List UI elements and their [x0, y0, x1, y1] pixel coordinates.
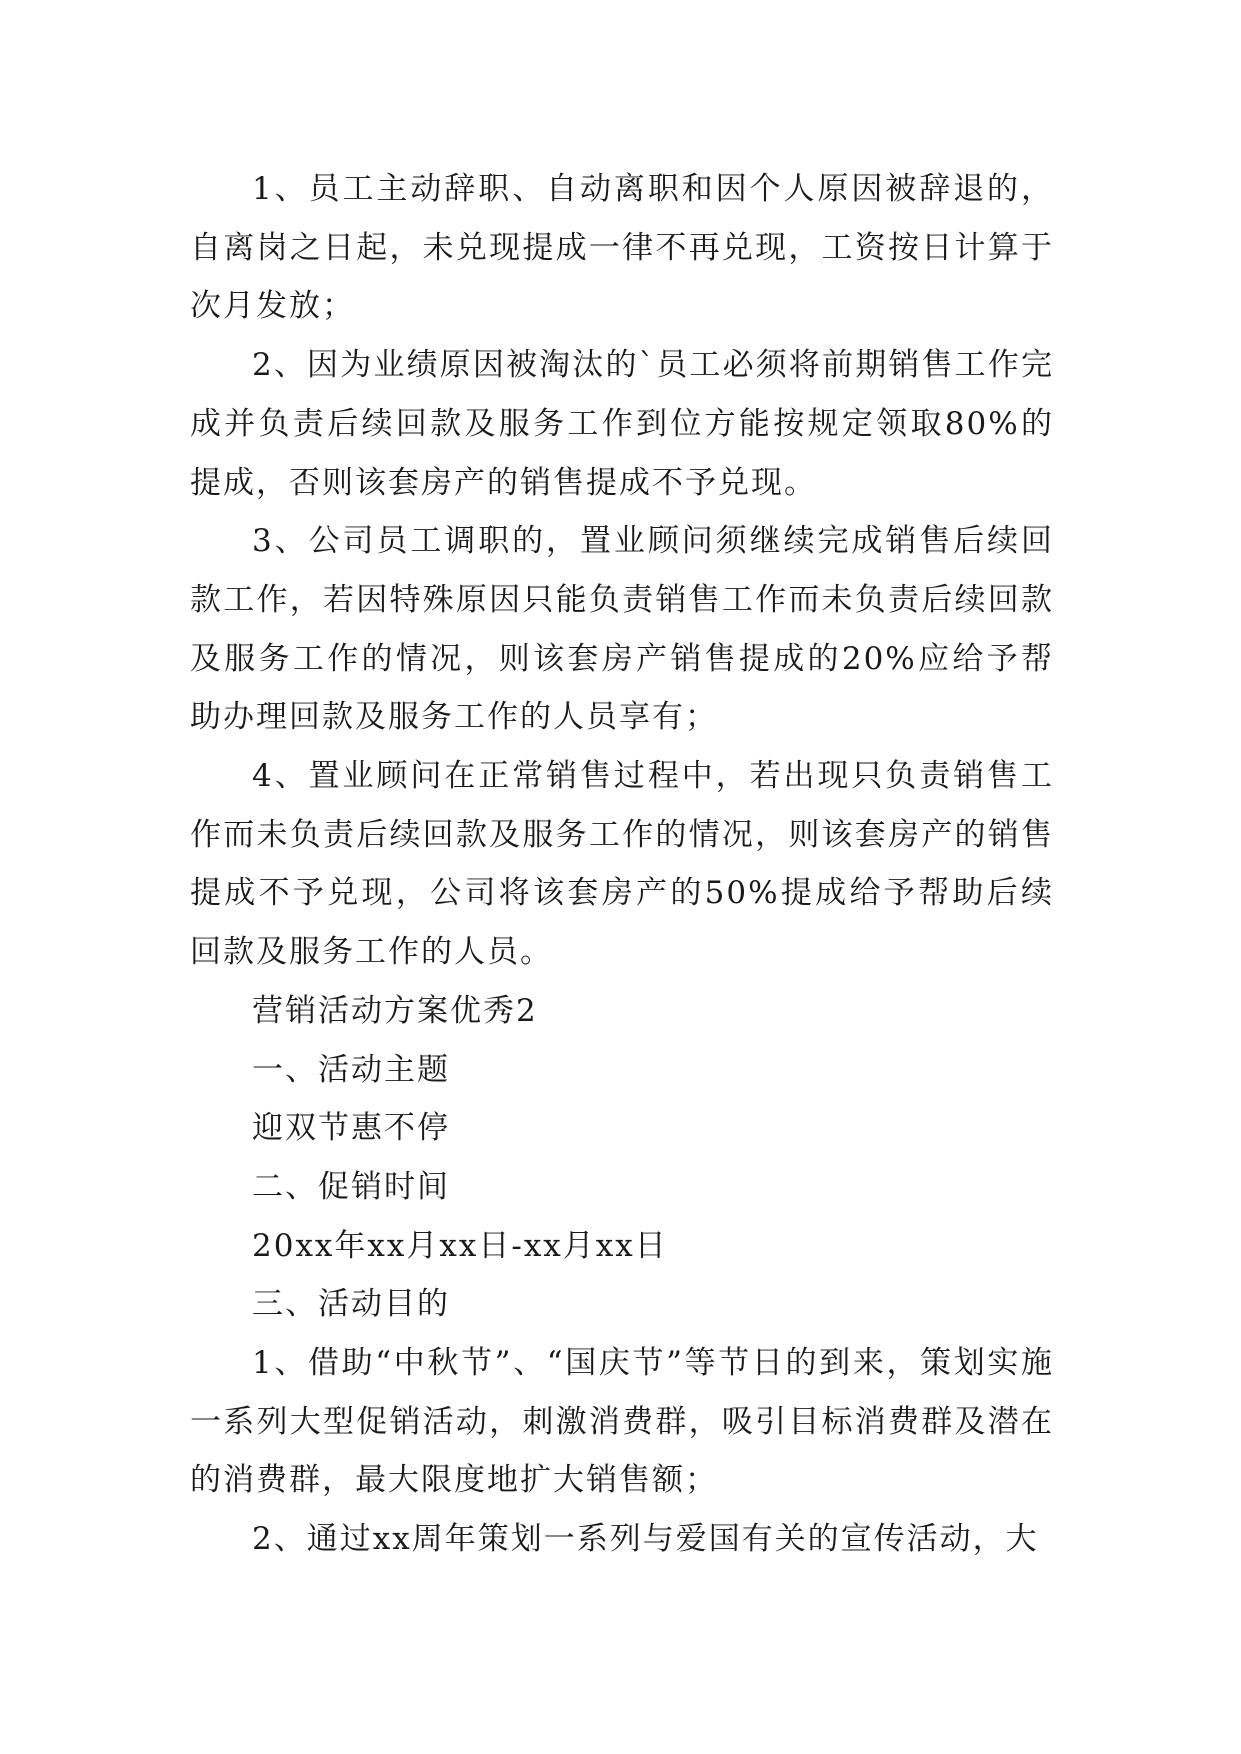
paragraph-sales-process-rule: 4、置业顾问在正常销售过程中，若出现只负责销售工作而未负责后续回款及服务工作的情况，则该套房产的销售提成不予兑现，公司将该套房产的50%提成给予帮助后续回款及服务工作的人员。	[190, 758, 1054, 971]
paragraph-transfer-rule: 3、公司员工调职的，置业顾问须继续完成销售后续回款工作，若因特殊原因只能负责销售工作而未负责后续回款及服务工作的情况，则该套房产销售提成的20%应给予帮助办理回款及服务工作的人员享有；	[190, 523, 1054, 736]
heading-activity-purpose: 三、活动目的	[252, 1286, 450, 1323]
activity-theme-text: 迎双节惠不停	[252, 1110, 450, 1147]
heading-activity-theme: 一、活动主题	[252, 1051, 450, 1088]
paragraph-purpose-1: 1、借助“中秋节”、“国庆节”等节日的到来，策划实施一系列大型促销活动，刺激消费群，吸引目标消费群及潜在的消费群，最大限度地扩大销售额；	[190, 1345, 1054, 1499]
paragraph-performance-rule: 2、因为业绩原因被淘汰的`员工必须将前期销售工作完成并负责后续回款及服务工作到位方能按规定领取80%的提成，否则该套房产的销售提成不予兑现。	[190, 347, 1054, 501]
paragraph-purpose-2: 2、通过xx周年策划一系列与爱国有关的宣传活动，大	[252, 1521, 1039, 1558]
paragraph-resignation-rule: 1、员工主动辞职、自动离职和因个人原因被辞退的，自离岗之日起，未兑现提成一律不再兑现，工资按日计算于次月发放；	[190, 171, 1054, 325]
promotion-time-text: 20xx年xx月xx日-xx月xx日	[252, 1227, 668, 1264]
section-title: 营销活动方案优秀2	[252, 992, 538, 1029]
document-body	[190, 160, 1054, 1569]
heading-promotion-time: 二、促销时间	[252, 1168, 450, 1205]
